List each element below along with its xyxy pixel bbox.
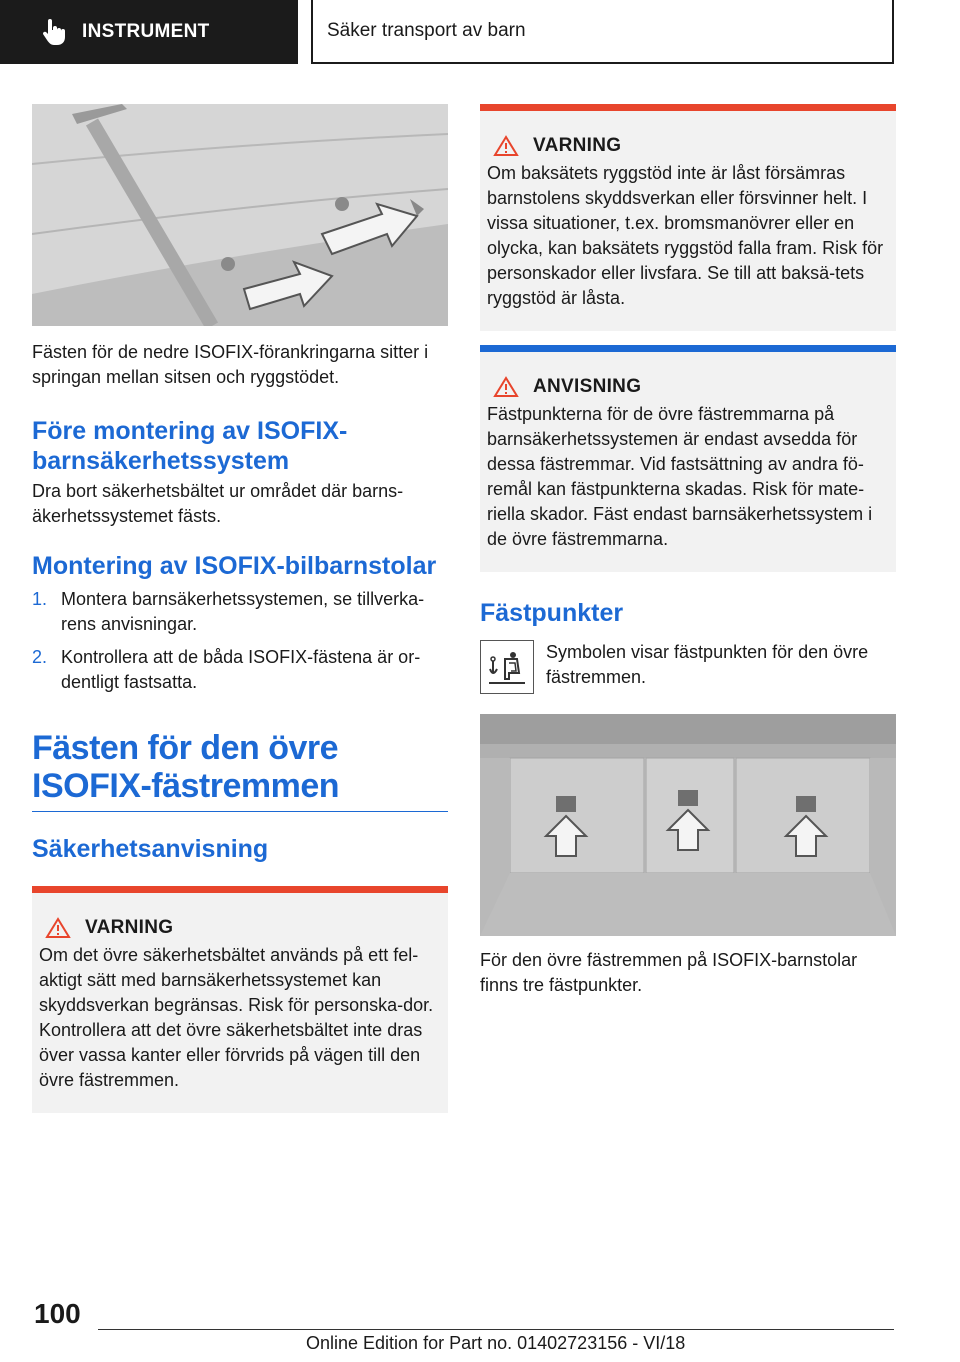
step-text: Kontrollera att de båda ISOFIX-fästena är or-dentligt fastsatta. — [61, 647, 421, 692]
notice-box — [480, 345, 896, 572]
page-number: 100 — [34, 1298, 81, 1329]
figure-seat-isofix-lower — [32, 104, 448, 326]
symbol-text: Symbolen visar fästpunkten för den övre fästremmen. — [546, 642, 869, 687]
mounting-steps — [32, 587, 448, 695]
warning-bar — [480, 104, 896, 111]
right-column — [480, 104, 896, 998]
notice-text: Fästpunkterna för de övre fästremmarna på barnsäkerhetssystemen är endast avsedda för dessa fästremmar. Vid fastsättning av andra fö-remål kan fästpunkterna skadas. Risk för mate-riella skador. Fäst endast barnsäkerhetssystem i de övre fästremmarna. — [487, 404, 873, 549]
figure2-caption: För den övre fästremmen på ISOFIX-barnstolar finns tre fästpunkter. — [480, 950, 858, 995]
header-section-label: INSTRUMENT — [82, 21, 210, 42]
footer-edition: Online Edition for Part no. 01402723156 - VI/18 — [306, 1333, 686, 1353]
step-text: Montera barnsäkerhetssystemen, se tillverka-rens anvisningar. — [61, 589, 425, 634]
heading-before-mounting: Före montering av ISOFIX-barnsäkerhetssystem — [32, 417, 348, 475]
step-number: 2. — [32, 647, 48, 667]
warning-bar — [32, 886, 448, 893]
header-section-tab — [0, 0, 298, 64]
step-item — [32, 587, 448, 637]
step-number: 1. — [32, 589, 48, 609]
symbol-row — [480, 640, 896, 694]
trunk-illustration — [480, 714, 896, 936]
seat-illustration — [32, 104, 448, 326]
notice-bar — [480, 345, 896, 352]
child-seat-anchor-icon — [480, 640, 534, 694]
warning-triangle-icon — [493, 135, 519, 157]
notice-triangle-icon — [493, 376, 519, 398]
heading-anchor-points: Fästpunkter — [480, 599, 624, 627]
pointing-hand-icon — [38, 17, 68, 47]
heading-upper-anchor: Fästen för den övre ISOFIX-fästremmen — [32, 729, 340, 805]
warning-box-left — [32, 886, 448, 1113]
header-chapter-tab — [311, 0, 894, 64]
left-column — [32, 104, 448, 1113]
figure1-caption: Fästen för de nedre ISOFIX-förankringarna sitter i springan mellan sitsen och ryggstödet. — [32, 342, 429, 387]
warning-text: Om baksätets ryggstöd inte är låst försämras barnstolens skyddsverkan eller försvinner helt. I vissa situationer, t.ex. bromsmanövrer eller en olycka, kan baksätets ryggstöd falla fram. Risk för personskador eller livsfara. Se till att baksä-tets ryggstöd är låsta. — [487, 163, 884, 308]
warning-box-right — [480, 104, 896, 331]
warning-triangle-icon — [45, 917, 71, 939]
figure-trunk-anchors — [480, 714, 896, 936]
warning-title: VARNING — [85, 917, 174, 938]
before-mounting-text: Dra bort säkerhetsbältet ur området där barns-äkerhetssystemet fästs. — [32, 481, 404, 526]
notice-title: ANVISNING — [533, 376, 642, 397]
footer-rule — [98, 1329, 894, 1330]
heading-safety: Säkerhetsanvisning — [32, 835, 269, 863]
heading-mounting: Montering av ISOFIX-bilbarnstolar — [32, 552, 437, 580]
step-item — [32, 645, 448, 695]
warning-text: Om det övre säkerhetsbältet används på ett fel-aktigt sätt med barnsäkerhetssystemet kan skyddsverkan begränsas. Risk för personska-dor. Kontrollera att det övre säkerhetsbältet inte dras över vassa kanter eller förvrids på vägen till den övre fästremmen. — [39, 945, 434, 1090]
warning-title: VARNING — [533, 135, 622, 156]
header-chapter-label: Säker transport av barn — [327, 20, 526, 41]
